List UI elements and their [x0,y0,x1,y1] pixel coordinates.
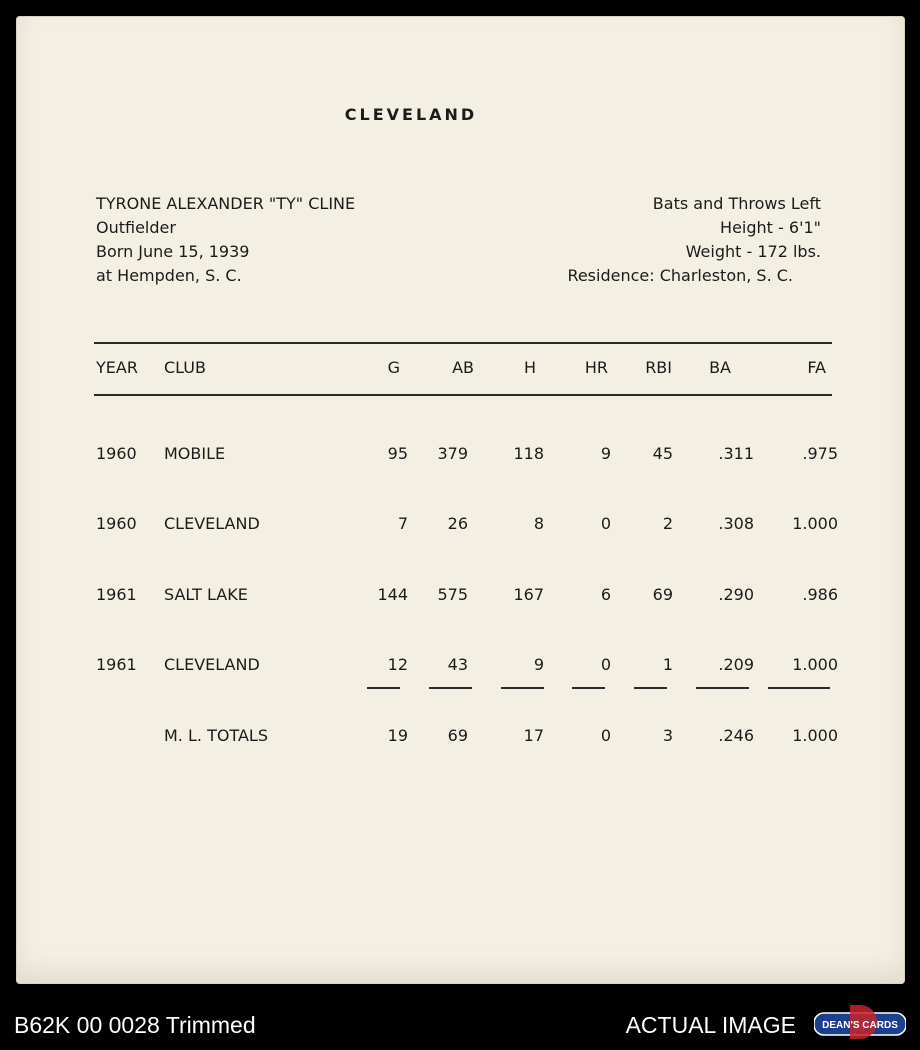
table-header [94,358,838,382]
header-fa: FA [807,358,826,377]
header-ab: AB [452,358,474,377]
underline-g [367,687,400,689]
cell-club: SALT LAKE [164,585,248,604]
header-year: YEAR [96,358,138,377]
header-h: H [523,358,536,377]
table-row [94,585,838,609]
cell-year: 1960 [96,514,137,533]
cell-rbi: 2 [662,514,673,533]
cell-rbi: 1 [662,655,673,674]
player-position: Outfielder [96,218,176,237]
cell-hr: 0 [600,514,611,533]
total-ab: 69 [447,726,468,745]
cell-ba: .209 [718,655,754,674]
cell-ab: 379 [437,444,468,463]
stats-table [94,358,838,750]
player-info-left [96,192,355,288]
underline-rbi [634,687,667,689]
cell-fa: 1.000 [792,655,838,674]
cell-ba: .308 [718,514,754,533]
cell-hr: 6 [600,585,611,604]
cell-ba: .311 [718,444,754,463]
total-h: 17 [523,726,544,745]
cell-hr: 9 [600,444,611,463]
total-g: 19 [387,726,408,745]
header-club: CLUB [164,358,206,377]
table-row [94,514,838,538]
cell-h: 118 [513,444,544,463]
cell-fa: 1.000 [792,514,838,533]
cell-h: 8 [533,514,544,533]
bats-throws: Bats and Throws Left [652,194,821,213]
underline-h [501,687,544,689]
cell-h: 167 [513,585,544,604]
cell-fa: .986 [802,585,838,604]
player-height: Height - 6'1" [720,218,821,237]
player-birthplace: at Hempden, S. C. [96,266,242,285]
header-ba: BA [709,358,731,377]
header-rbi: RBI [645,358,672,377]
cell-club: CLEVELAND [164,514,260,533]
cell-club: MOBILE [164,444,226,463]
underline-ba [696,687,749,689]
table-top-rule [94,342,832,344]
card-back [16,16,905,984]
player-residence: Residence: Charleston, S. C. [567,266,793,285]
cell-ab: 26 [447,514,468,533]
cell-year: 1961 [96,655,137,674]
cell-ab: 43 [447,655,468,674]
underline-hr [572,687,605,689]
underline-ab [429,687,472,689]
logo-text: DEAN'S CARDS [822,1020,898,1031]
team-name: CLEVELAND [344,105,478,124]
total-rbi: 3 [662,726,673,745]
cell-g: 7 [397,514,408,533]
total-ba: .246 [718,726,754,745]
underline-fa [768,687,830,689]
table-row [94,655,838,679]
player-info-right [567,192,821,288]
inventory-code: B62K 00 0028 Trimmed [14,1012,256,1038]
cell-year: 1961 [96,585,137,604]
player-born: Born June 15, 1939 [96,242,250,261]
cell-fa: .975 [802,444,838,463]
total-hr: 0 [600,726,611,745]
player-weight: Weight - 172 lbs. [685,242,821,261]
header-g: G [387,358,400,377]
cell-g: 144 [377,585,408,604]
cell-rbi: 69 [652,585,673,604]
cell-g: 95 [387,444,408,463]
table-row [94,444,838,468]
actual-image-label: ACTUAL IMAGE [625,1012,796,1038]
cell-club: CLEVELAND [164,655,260,674]
cell-ab: 575 [437,585,468,604]
cell-ba: .290 [718,585,754,604]
header-hr: HR [584,358,608,377]
cell-year: 1960 [96,444,137,463]
deans-cards-logo [814,1003,906,1043]
totals-row [94,726,838,750]
cell-hr: 0 [600,655,611,674]
player-name: TYRONE ALEXANDER "TY" CLINE [96,194,356,213]
cell-g: 12 [387,655,408,674]
cell-h: 9 [533,655,544,674]
total-fa: 1.000 [792,726,838,745]
cell-rbi: 45 [652,444,673,463]
totals-label: M. L. TOTALS [164,726,268,745]
